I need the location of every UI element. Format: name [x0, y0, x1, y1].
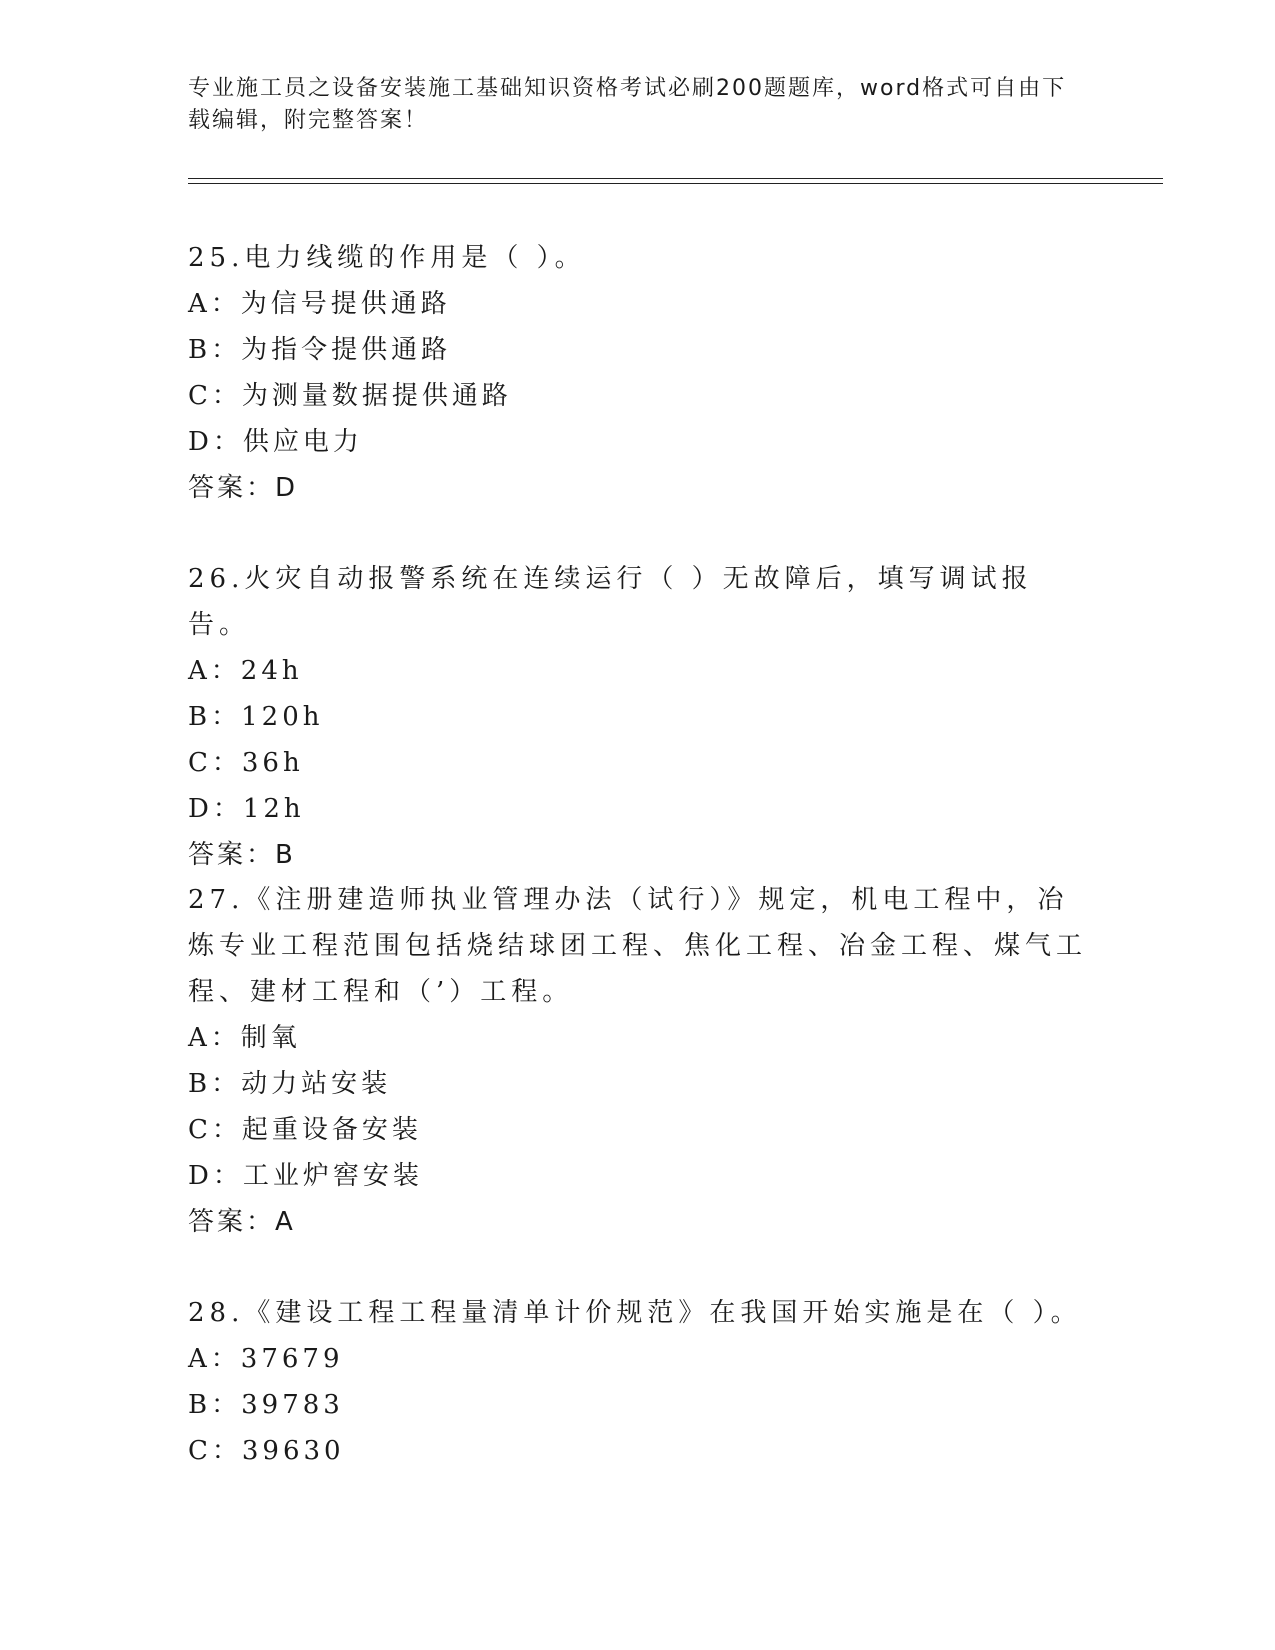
option-b: B：动力站安装 — [188, 1069, 392, 1099]
answer: 答案：B — [188, 840, 296, 870]
question-text: 25.电力线缆的作用是（ ）。 — [188, 243, 586, 273]
option-b: B：120h — [188, 702, 324, 732]
question-text: 28.《建设工程工程量清单计价规范》在我国开始实施是在（ ）。 — [188, 1298, 1082, 1328]
option-a: A：制氧 — [188, 1023, 301, 1053]
question-26 — [188, 556, 1088, 878]
option-c: C：39630 — [188, 1436, 345, 1466]
option-d: D：供应电力 — [188, 427, 363, 457]
option-b: B：39783 — [188, 1390, 344, 1420]
option-c: C：起重设备安装 — [188, 1115, 422, 1145]
header-divider-bottom — [188, 183, 1163, 184]
option-b: B：为指令提供通路 — [188, 335, 452, 365]
question-27 — [188, 877, 1088, 1245]
option-d: D：12h — [188, 794, 305, 824]
question-25 — [188, 235, 1088, 511]
document-title: 专业施工员之设备安装施工基础知识资格考试必刷200题题库，word格式可自由下载编辑，附完整答案！ — [188, 76, 1067, 133]
question-text: 26.火灾自动报警系统在连续运行（ ）无故障后，填写调试报告。 — [188, 564, 1033, 640]
option-d: D：工业炉窖安装 — [188, 1161, 423, 1191]
option-a: A：24h — [188, 656, 303, 686]
answer: 答案：A — [188, 1207, 296, 1237]
question-28 — [188, 1290, 1088, 1474]
header-divider-top — [188, 178, 1163, 179]
option-a: A：37679 — [188, 1344, 344, 1374]
option-c: C：36h — [188, 748, 304, 778]
option-a: A：为信号提供通路 — [188, 289, 451, 319]
answer: 答案：D — [188, 473, 299, 503]
option-c: C：为测量数据提供通路 — [188, 381, 512, 411]
question-text: 27.《注册建造师执业管理办法（试行）》规定，机电工程中，冶炼专业工程范围包括烧结球团工程、焦化工程、冶金工程、煤气工程、建材工程和（’）工程。 — [188, 885, 1088, 1007]
